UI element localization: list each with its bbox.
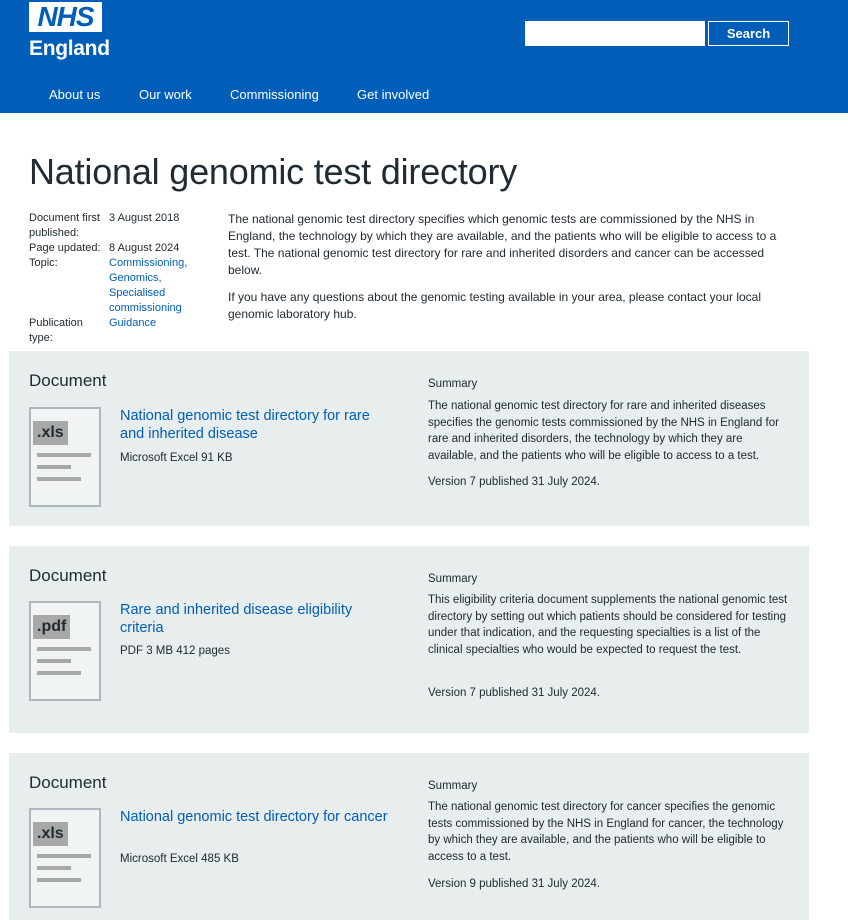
summary-label: Summary <box>428 573 478 585</box>
meta-publication-type <box>29 316 209 346</box>
nav-get-involved[interactable]: Get involved <box>357 87 430 102</box>
document-link[interactable]: Rare and inherited disease eligibility criteria <box>120 602 353 636</box>
xls-file-icon[interactable] <box>29 808 101 908</box>
file-extension-label: .xls <box>33 822 68 846</box>
document-link[interactable]: National genomic test directory for rare and inherited disease <box>120 408 370 442</box>
summary-text: The national genomic test directory for rare and inherited diseases specifies the genomic tests commissioned by the NHS in England for rare and inherited disorders, the technology by which they are available, and the patients who will be eligible to access to a test. <box>428 400 779 462</box>
thumb-line <box>37 671 81 675</box>
meta-value: 8 August 2024 <box>109 242 180 254</box>
xls-file-icon[interactable] <box>29 407 101 507</box>
meta-label: Page updated: <box>29 242 101 254</box>
meta-value <box>109 316 156 346</box>
topic-link-genomics[interactable]: Genomics, <box>109 272 162 284</box>
thumb-line <box>37 453 91 457</box>
search-input[interactable] <box>525 21 705 46</box>
summary-text: The national genomic test directory for cancer specifies the genomic tests commissioned by the NHS in England for cancer, the technology by which they are available, and the patients who will be eligible to access to a test. <box>428 801 784 863</box>
version-info: Version 9 published 31 July 2024. <box>428 878 600 890</box>
nhs-england-logo[interactable] <box>29 1 110 62</box>
thumb-line <box>37 854 91 858</box>
document-card <box>9 351 809 526</box>
meta-first-published <box>29 211 209 241</box>
publication-type-link[interactable]: Guidance <box>109 317 157 329</box>
site-header <box>0 0 848 113</box>
version-info: Version 7 published 31 July 2024. <box>428 687 600 699</box>
meta-topic <box>29 256 209 316</box>
meta-label: Topic: <box>29 257 58 269</box>
thumb-line <box>37 477 81 481</box>
meta-label: Document first published: <box>29 212 100 239</box>
thumb-line <box>37 659 71 663</box>
thumb-line <box>37 878 81 882</box>
meta-label: Publication type: <box>29 317 83 344</box>
nhs-logo-text: NHS <box>37 1 94 32</box>
page-title: National genomic test directory <box>29 151 518 192</box>
nhs-logo-subtext: England <box>29 37 110 60</box>
intro-paragraph: If you have any questions about the genomic testing available in your area, please contact your local genomic laboratory hub. <box>228 290 761 321</box>
topic-link-specialised-commissioning[interactable]: Specialised commissioning <box>109 287 182 314</box>
thumb-line <box>37 866 71 870</box>
document-heading: Document <box>29 371 107 390</box>
document-file-info: Microsoft Excel 91 KB <box>120 452 233 464</box>
document-card <box>9 546 809 733</box>
document-file-info: PDF 3 MB 412 pages <box>120 645 230 657</box>
search-button[interactable]: Search <box>708 21 789 46</box>
nav-our-work[interactable]: Our work <box>139 87 192 102</box>
topic-link-commissioning[interactable]: Commissioning, <box>109 257 188 269</box>
file-extension-label: .xls <box>33 421 68 445</box>
version-info: Version 7 published 31 July 2024. <box>428 476 600 488</box>
document-heading: Document <box>29 773 107 792</box>
summary-text: This eligibility criteria document supplements the national genomic test directory by setting out which patients should be considered for testing under that indication, and the requesting specialties is a list of the clinical specialties who would be expected to request the test. <box>428 594 788 656</box>
nhs-logo-box <box>29 2 102 32</box>
pdf-file-icon[interactable] <box>29 601 101 701</box>
thumb-line <box>37 647 91 651</box>
main-nav <box>0 86 848 106</box>
nav-commissioning[interactable]: Commissioning <box>230 87 319 102</box>
meta-value: 3 August 2018 <box>109 212 180 224</box>
document-link[interactable]: National genomic test directory for cancer <box>120 809 388 825</box>
summary-label: Summary <box>428 378 478 390</box>
publication-meta <box>29 211 209 346</box>
summary-label: Summary <box>428 780 478 792</box>
document-heading: Document <box>29 566 107 585</box>
nav-about-us[interactable]: About us <box>49 87 101 102</box>
file-extension-label: .pdf <box>33 615 70 639</box>
thumb-line <box>37 465 71 469</box>
intro-paragraph: The national genomic test directory specifies which genomic tests are commissioned by the NHS in England, the technology by which they are available, and the patients who will be eligible to access to a test. The national genomic test directory for rare and inherited disorders and cancer can be accessed below. <box>228 212 777 277</box>
meta-value <box>109 256 209 316</box>
document-card <box>9 753 809 920</box>
intro-text <box>228 211 788 333</box>
meta-updated <box>29 241 209 256</box>
document-file-info: Microsoft Excel 485 KB <box>120 853 239 865</box>
